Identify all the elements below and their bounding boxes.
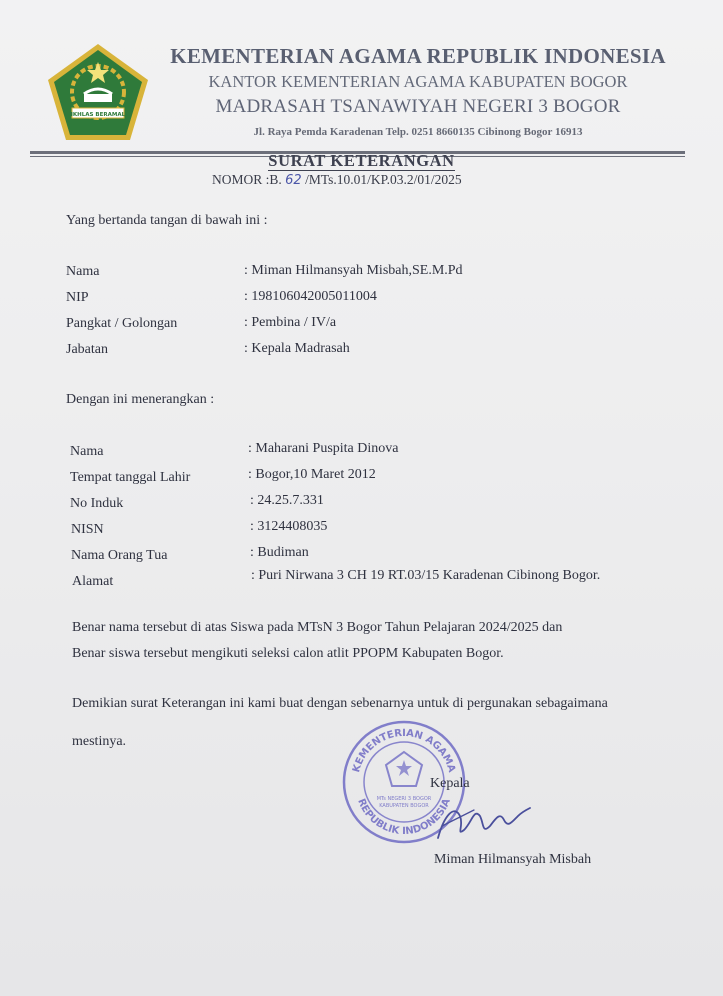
declaration-text: Dengan ini menerangkan : <box>66 392 215 407</box>
student-label-name: Nama <box>70 444 104 459</box>
stamp-top-text: KEMENTERIAN AGAMA <box>351 727 457 774</box>
student-label-birth: Tempat tanggal Lahir <box>70 470 191 485</box>
header-school: MADRASAH TSANAWIYAH NEGERI 3 BOGOR <box>215 96 621 117</box>
header-office: KANTOR KEMENTERIAN AGAMA KABUPATEN BOGOR <box>208 72 628 91</box>
letter-title: SURAT KETERANGAN <box>268 151 455 170</box>
student-label-parent: Nama Orang Tua <box>71 548 168 563</box>
student-value-parent: : Budiman <box>250 545 309 560</box>
letter-number: NOMOR :B. 62 /MTs.10.01/KP.03.2/01/2025 <box>212 172 462 188</box>
handwritten-signature <box>434 786 534 846</box>
signer-value-nip: : 198106042005011004 <box>244 289 377 304</box>
logo-motto: IKHLAS BERAMAL <box>70 112 126 118</box>
signer-label-nip: NIP <box>66 290 89 305</box>
header-ministry: KEMENTERIAN AGAMA REPUBLIK INDONESIA <box>170 44 666 68</box>
student-label-nisn: NISN <box>71 522 104 537</box>
signer-label-rank: Pangkat / Golongan <box>66 316 178 331</box>
student-value-name: : Maharani Puspita Dinova <box>248 441 399 456</box>
body-line-2: Benar siswa tersebut mengikuti seleksi calon atlit PPOPM Kabupaten Bogor. <box>72 646 504 661</box>
student-label-address: Alamat <box>72 574 114 589</box>
header-address: Jl. Raya Pemda Karadenan Telp. 0251 8660135 Cibinong Bogor 16913 <box>253 126 583 138</box>
intro-text: Yang bertanda tangan di bawah ini : <box>66 213 268 228</box>
signer-label-name: Nama <box>66 264 100 279</box>
signature-position: Kepala <box>430 776 470 791</box>
closing-line-2: mestinya. <box>72 734 127 749</box>
signature-name: Miman Hilmansyah Misbah <box>434 852 592 867</box>
signer-value-position: : Kepala Madrasah <box>244 341 350 356</box>
signer-label-position: Jabatan <box>66 342 108 357</box>
student-value-nisn: : 3124408035 <box>250 519 328 534</box>
student-value-address: : Puri Nirwana 3 CH 19 RT.03/15 Karadenan Cibinong Bogor. <box>251 568 601 583</box>
body-line-1: Benar nama tersebut di atas Siswa pada MTsN 3 Bogor Tahun Pelajaran 2024/2025 dan <box>72 620 563 635</box>
stamp-inner-2: KABUPATEN BOGOR <box>379 803 429 809</box>
student-value-induk: : 24.25.7.331 <box>250 493 324 508</box>
student-label-induk: No Induk <box>70 496 124 511</box>
signer-value-name: : Miman Hilmansyah Misbah,SE.M.Pd <box>244 263 463 278</box>
signer-value-rank: : Pembina / IV/a <box>244 315 337 330</box>
closing-line-1: Demikian surat Keterangan ini kami buat dengan sebenarnya untuk di pergunakan sebagaimana <box>72 696 608 711</box>
stamp-inner-1: MTs NEGERI 3 BOGOR <box>376 796 432 802</box>
student-value-birth: : Bogor,10 Maret 2012 <box>248 467 376 482</box>
kemenag-logo <box>44 40 152 148</box>
handwritten-number: 62 <box>285 173 302 188</box>
stamp-bottom-text: REPUBLIK INDONESIA <box>355 797 453 838</box>
